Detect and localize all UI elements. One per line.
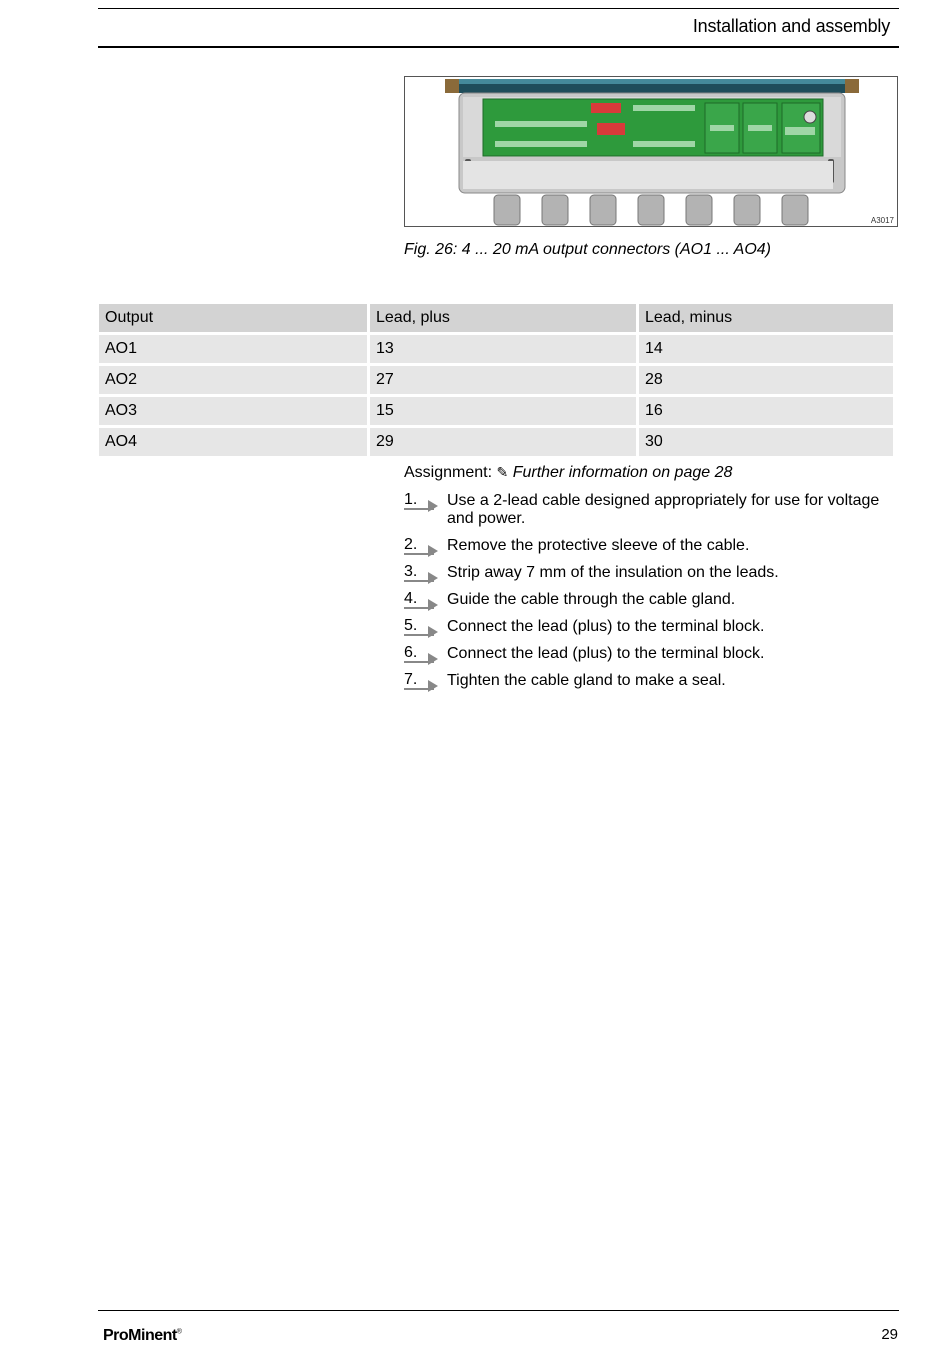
page-number: 29 xyxy=(881,1326,898,1343)
footer-rule xyxy=(98,1310,899,1311)
step-text: Guide the cable through the cable gland. xyxy=(447,591,736,608)
table-cell: 16 xyxy=(639,397,893,425)
list-item xyxy=(404,618,899,636)
table-cell: 15 xyxy=(370,397,636,425)
header-bottom-rule xyxy=(98,46,899,48)
step-arrow-icon xyxy=(428,545,438,557)
pointing-hand-icon: ✎ xyxy=(496,464,509,480)
list-item xyxy=(404,564,899,582)
step-arrow-icon xyxy=(428,599,438,611)
step-text: Remove the protective sleeve of the cable. xyxy=(447,537,750,554)
step-text: Strip away 7 mm of the insulation on the leads. xyxy=(447,564,779,581)
header-top-rule xyxy=(98,8,899,9)
table-cell: AO3 xyxy=(99,397,367,425)
prominent-logo xyxy=(103,1327,181,1345)
step-number: 4. xyxy=(404,591,434,609)
list-item xyxy=(404,537,899,555)
table-header-cell: Lead, plus xyxy=(370,304,636,332)
table-header-row xyxy=(99,304,893,332)
step-number: 3. xyxy=(404,564,434,582)
table-header-cell: Lead, minus xyxy=(639,304,893,332)
output-connector-table xyxy=(96,301,896,459)
step-number: 1. xyxy=(404,492,434,510)
list-item xyxy=(404,591,899,609)
step-arrow-icon xyxy=(428,572,438,584)
table-row xyxy=(99,428,893,456)
step-text: Use a 2-lead cable designed appropriately for use for voltage and power. xyxy=(447,492,880,527)
table-cell: 29 xyxy=(370,428,636,456)
step-arrow-icon xyxy=(428,626,438,638)
table-header-cell: Output xyxy=(99,304,367,332)
table-cell: AO4 xyxy=(99,428,367,456)
table-cell: 28 xyxy=(639,366,893,394)
step-arrow-icon xyxy=(428,653,438,665)
table-cell: AO1 xyxy=(99,335,367,363)
step-text: Connect the lead (plus) to the terminal block. xyxy=(447,618,765,635)
step-arrow-icon xyxy=(428,680,438,692)
page-reference-link[interactable]: Further information on page 28 xyxy=(512,464,733,481)
step-number: 5. xyxy=(404,618,434,636)
list-item xyxy=(404,672,899,690)
step-text: Tighten the cable gland to make a seal. xyxy=(447,672,726,689)
table-row xyxy=(99,366,893,394)
figure-id-label: A3017 xyxy=(870,216,894,225)
registered-mark: ® xyxy=(176,1328,182,1336)
logo-text: ProMinent xyxy=(103,1327,177,1344)
assignment-line xyxy=(404,464,732,482)
step-arrow-icon xyxy=(428,500,438,512)
table-cell: AO2 xyxy=(99,366,367,394)
figure-connector-board xyxy=(404,76,898,227)
table-cell: 27 xyxy=(370,366,636,394)
table-row xyxy=(99,397,893,425)
list-item xyxy=(404,645,899,663)
figure-caption: Fig. 26: 4 ... 20 mA output connectors (AO1 ... AO4) xyxy=(404,241,771,258)
table-row xyxy=(99,335,893,363)
step-text: Connect the lead (plus) to the terminal block. xyxy=(447,645,765,662)
step-number: 7. xyxy=(404,672,434,690)
table-cell: 14 xyxy=(639,335,893,363)
table-cell: 30 xyxy=(639,428,893,456)
table-cell: 13 xyxy=(370,335,636,363)
controller-housing-illustration xyxy=(405,77,898,227)
page-header-title: Installation and assembly xyxy=(692,16,890,36)
step-number: 2. xyxy=(404,537,434,555)
instruction-steps xyxy=(404,492,899,699)
assignment-label: Assignment: xyxy=(404,464,493,481)
list-item xyxy=(404,492,899,528)
step-number: 6. xyxy=(404,645,434,663)
